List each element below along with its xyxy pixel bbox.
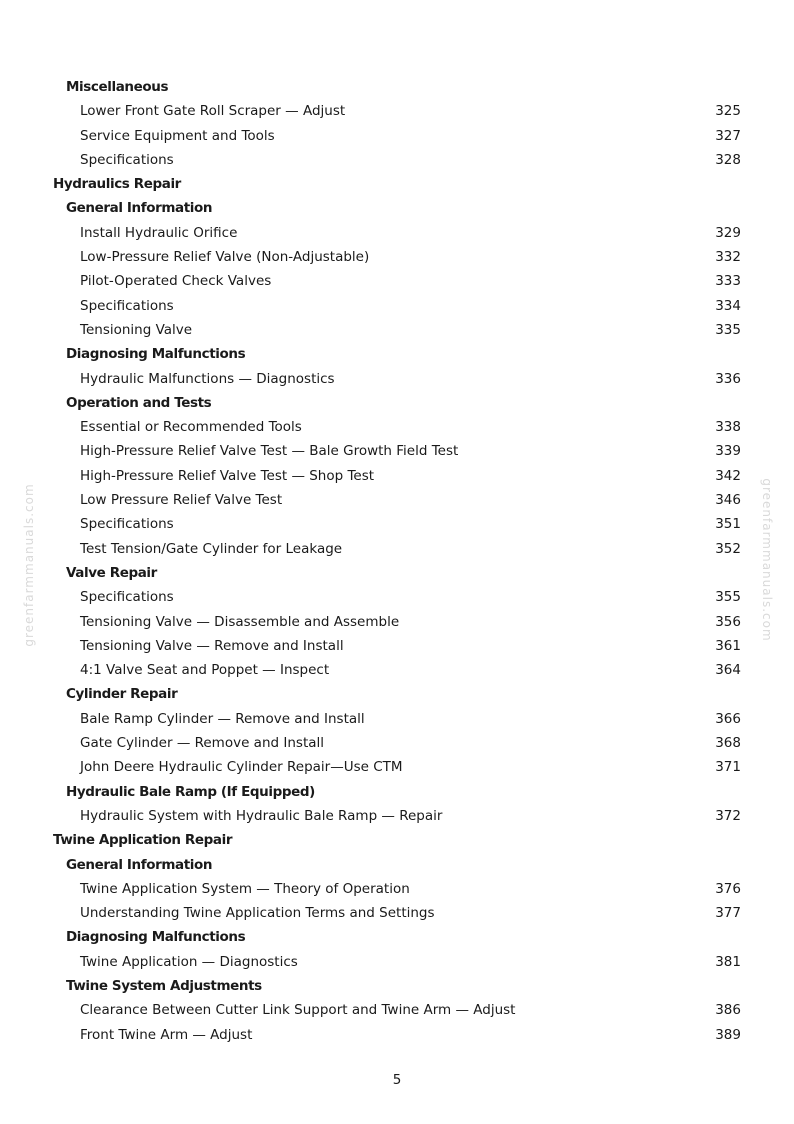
toc-entry-title: General Information bbox=[66, 200, 213, 217]
toc-entry[interactable] bbox=[0, 124, 794, 148]
toc-entry-title: John Deere Hydraulic Cylinder Repair—Use CTM bbox=[80, 759, 403, 776]
toc-entry-title: Front Twine Arm — Adjust bbox=[80, 1026, 253, 1043]
toc-entry-title: Tensioning Valve bbox=[80, 321, 193, 338]
toc-entry-title: Test Tension/Gate Cylinder for Leakage bbox=[80, 540, 343, 557]
toc-subsection-heading bbox=[0, 682, 794, 706]
toc-entry-page: 371 bbox=[715, 759, 741, 776]
toc-entry-title: Twine Application — Diagnostics bbox=[80, 953, 298, 970]
toc-entry[interactable] bbox=[0, 585, 794, 609]
toc-entry-title: Miscellaneous bbox=[66, 79, 169, 95]
toc-entry-title: Low-Pressure Relief Valve (Non-Adjustable) bbox=[80, 249, 370, 266]
toc-entry-title: Hydraulic Malfunctions — Diagnostics bbox=[80, 370, 335, 387]
toc-entry[interactable] bbox=[0, 148, 794, 172]
toc-entry-title: Hydraulic System with Hydraulic Bale Ramp — Repair bbox=[80, 807, 443, 824]
toc-entry[interactable] bbox=[0, 537, 794, 561]
toc-entry-title: Diagnosing Malfunctions bbox=[66, 346, 246, 363]
toc-entry-title: Service Equipment and Tools bbox=[80, 127, 275, 144]
toc-entry-page: 327 bbox=[715, 127, 741, 144]
toc-entry-page: 377 bbox=[715, 905, 741, 922]
toc-entry-title: Pilot-Operated Check Valves bbox=[80, 273, 272, 290]
toc-entry[interactable] bbox=[0, 901, 794, 925]
toc-entry-title: Install Hydraulic Orifice bbox=[80, 224, 238, 241]
toc-entry-page: 352 bbox=[715, 540, 741, 557]
toc-entry-title: Specifications bbox=[80, 516, 174, 533]
toc-entry[interactable] bbox=[0, 488, 794, 512]
toc-entry-title: Gate Cylinder — Remove and Install bbox=[80, 735, 325, 752]
toc-entry[interactable] bbox=[0, 731, 794, 755]
toc-section-heading bbox=[0, 172, 794, 196]
toc-entry-title: Tensioning Valve — Remove and Install bbox=[80, 637, 344, 654]
toc-entry[interactable] bbox=[0, 294, 794, 318]
toc-entry-title: Hydraulic Bale Ramp (If Equipped) bbox=[66, 783, 315, 800]
toc-entry-page: 328 bbox=[715, 151, 741, 168]
toc-entry-title: Twine Application System — Theory of Operation bbox=[80, 880, 410, 897]
toc-subsection-heading bbox=[0, 75, 794, 99]
toc-subsection-heading bbox=[0, 561, 794, 585]
toc-entry[interactable] bbox=[0, 634, 794, 658]
toc-entry[interactable] bbox=[0, 998, 794, 1022]
toc-entry[interactable] bbox=[0, 707, 794, 731]
toc-entry[interactable] bbox=[0, 1023, 794, 1047]
toc-subsection-heading bbox=[0, 925, 794, 949]
toc-entry-title: High-Pressure Relief Valve Test — Bale Growth Field Test bbox=[80, 443, 459, 460]
page-number: 5 bbox=[392, 1072, 402, 1088]
toc-entry-page: 335 bbox=[715, 321, 741, 338]
toc-entry-title: Understanding Twine Application Terms and Settings bbox=[80, 905, 435, 922]
toc-entry-page: 381 bbox=[715, 953, 741, 970]
toc-entry-page: 333 bbox=[715, 273, 741, 290]
toc-entry-page: 368 bbox=[715, 735, 741, 752]
toc-entry-title: Essential or Recommended Tools bbox=[80, 419, 302, 436]
toc-entry-title: Tensioning Valve — Disassemble and Assemble bbox=[80, 613, 400, 630]
toc-entry-title: Lower Front Gate Roll Scraper — Adjust bbox=[80, 103, 346, 120]
toc-entry-title: 4:1 Valve Seat and Poppet — Inspect bbox=[80, 662, 330, 679]
toc-section-heading bbox=[0, 828, 794, 852]
toc-entry-page: 338 bbox=[715, 419, 741, 436]
toc-entry-page: 356 bbox=[715, 613, 741, 630]
toc-entry-page: 342 bbox=[715, 467, 741, 484]
toc-entry[interactable] bbox=[0, 367, 794, 391]
toc-entry-title: Valve Repair bbox=[66, 564, 157, 581]
toc-subsection-heading bbox=[0, 342, 794, 366]
toc-entry[interactable] bbox=[0, 439, 794, 463]
toc-entry-title: Twine System Adjustments bbox=[66, 977, 262, 994]
toc-entry-page: 361 bbox=[715, 637, 741, 654]
toc-entry-page: 366 bbox=[715, 710, 741, 727]
toc-entry-page: 325 bbox=[715, 103, 741, 120]
toc-entry-page: 334 bbox=[715, 297, 741, 314]
toc-entry[interactable] bbox=[0, 318, 794, 342]
toc-entry-title: Operation and Tests bbox=[66, 394, 212, 411]
toc-entry-page: 339 bbox=[715, 443, 741, 460]
toc-entry[interactable] bbox=[0, 658, 794, 682]
toc-entry[interactable] bbox=[0, 950, 794, 974]
toc-entry[interactable] bbox=[0, 804, 794, 828]
toc-entry-page: 355 bbox=[715, 589, 741, 606]
toc-subsection-heading bbox=[0, 853, 794, 877]
toc-subsection-heading bbox=[0, 974, 794, 998]
toc-subsection-heading bbox=[0, 196, 794, 220]
toc-entry[interactable] bbox=[0, 221, 794, 245]
watermark-left: greenfarmmanuals.com bbox=[22, 483, 36, 647]
toc-entry-title: General Information bbox=[66, 856, 213, 873]
table-of-contents bbox=[0, 75, 794, 1047]
toc-entry-title: Low Pressure Relief Valve Test bbox=[80, 492, 283, 509]
toc-entry-title: Hydraulics Repair bbox=[53, 176, 181, 193]
toc-entry-title: Specifications bbox=[80, 297, 174, 314]
toc-entry[interactable] bbox=[0, 99, 794, 123]
toc-entry-page: 372 bbox=[715, 807, 741, 824]
toc-entry[interactable] bbox=[0, 464, 794, 488]
toc-entry[interactable] bbox=[0, 269, 794, 293]
toc-entry-title: Specifications bbox=[80, 589, 174, 606]
toc-entry-title: Bale Ramp Cylinder — Remove and Install bbox=[80, 710, 365, 727]
toc-entry-page: 386 bbox=[715, 1002, 741, 1019]
toc-entry[interactable] bbox=[0, 755, 794, 779]
toc-entry-title: Twine Application Repair bbox=[53, 832, 233, 849]
toc-entry[interactable] bbox=[0, 877, 794, 901]
toc-entry-title: High-Pressure Relief Valve Test — Shop Test bbox=[80, 467, 375, 484]
toc-entry-page: 329 bbox=[715, 224, 741, 241]
toc-entry-title: Cylinder Repair bbox=[66, 686, 178, 703]
toc-entry-page: 351 bbox=[715, 516, 741, 533]
toc-entry-page: 336 bbox=[715, 370, 741, 387]
toc-entry-title: Diagnosing Malfunctions bbox=[66, 929, 246, 946]
toc-entry[interactable] bbox=[0, 512, 794, 536]
toc-subsection-heading bbox=[0, 391, 794, 415]
toc-entry-page: 389 bbox=[715, 1026, 741, 1043]
toc-entry-title: Clearance Between Cutter Link Support and Twine Arm — Adjust bbox=[80, 1002, 516, 1019]
toc-entry-page: 346 bbox=[715, 492, 741, 509]
watermark-right: greenfarmmanuals.com bbox=[760, 478, 774, 642]
toc-entry[interactable] bbox=[0, 415, 794, 439]
toc-entry[interactable] bbox=[0, 245, 794, 269]
toc-entry-title: Specifications bbox=[80, 151, 174, 168]
toc-entry-page: 332 bbox=[715, 249, 741, 266]
toc-subsection-heading bbox=[0, 780, 794, 804]
toc-entry-page: 364 bbox=[715, 662, 741, 679]
toc-entry[interactable] bbox=[0, 610, 794, 634]
toc-entry-page: 376 bbox=[715, 880, 741, 897]
